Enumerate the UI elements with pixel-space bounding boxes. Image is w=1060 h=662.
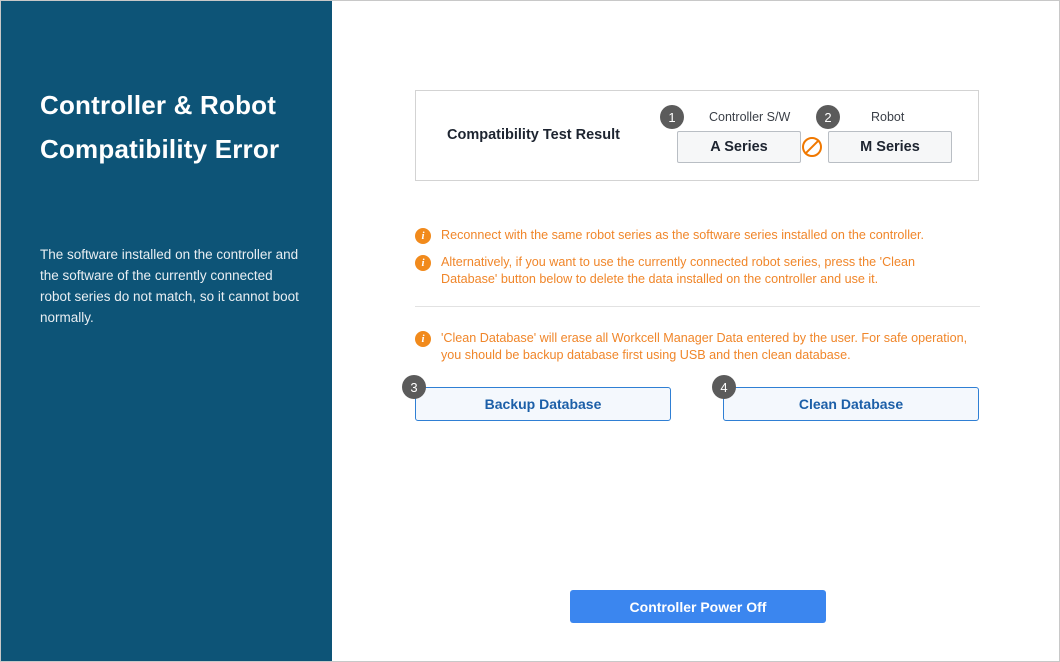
note-reconnect: [415, 227, 955, 244]
controller-software-value: A Series: [677, 131, 801, 163]
robot-series-label: Robot: [871, 110, 905, 124]
note-alternative-text: Alternatively, if you want to use the currently connected robot series, press the 'Clean Database' button below to delete the data installed on the controller and use it.: [441, 255, 915, 286]
note-clean-warning-text: 'Clean Database' will erase all Workcell Manager Data entered by the user. For safe operation, you should be backup database first using USB and then clean database.: [441, 331, 968, 362]
info-icon: i: [415, 331, 431, 347]
note-reconnect-text: Reconnect with the same robot series as the software series installed on the controller.: [441, 228, 925, 242]
left-info-panel: [1, 1, 332, 662]
compatibility-result-box: [415, 90, 979, 181]
compatibility-result-label: Compatibility Test Result: [447, 127, 620, 143]
notes-divider: [415, 306, 980, 307]
step-badge-4: 4: [712, 375, 736, 399]
info-icon: i: [415, 228, 431, 244]
info-icon: i: [415, 255, 431, 271]
clean-database-button[interactable]: Clean Database: [723, 387, 979, 421]
note-alternative: [415, 254, 960, 288]
controller-power-off-button[interactable]: Controller Power Off: [570, 590, 826, 623]
step-badge-3: 3: [402, 375, 426, 399]
step-badge-2: 2: [816, 105, 840, 129]
page-description: The software installed on the controller and the software of the currently connected robot series do not match, so it cannot boot normally.: [40, 247, 299, 325]
step-badge-1: 1: [660, 105, 684, 129]
page-title: Controller & Robot Compatibility Error: [40, 90, 280, 164]
main-content-panel: [332, 1, 1060, 662]
backup-database-button[interactable]: Backup Database: [415, 387, 671, 421]
controller-software-label: Controller S/W: [709, 110, 791, 124]
not-equal-icon: [802, 137, 822, 157]
note-clean-warning: [415, 330, 970, 364]
robot-series-value: M Series: [828, 131, 952, 163]
